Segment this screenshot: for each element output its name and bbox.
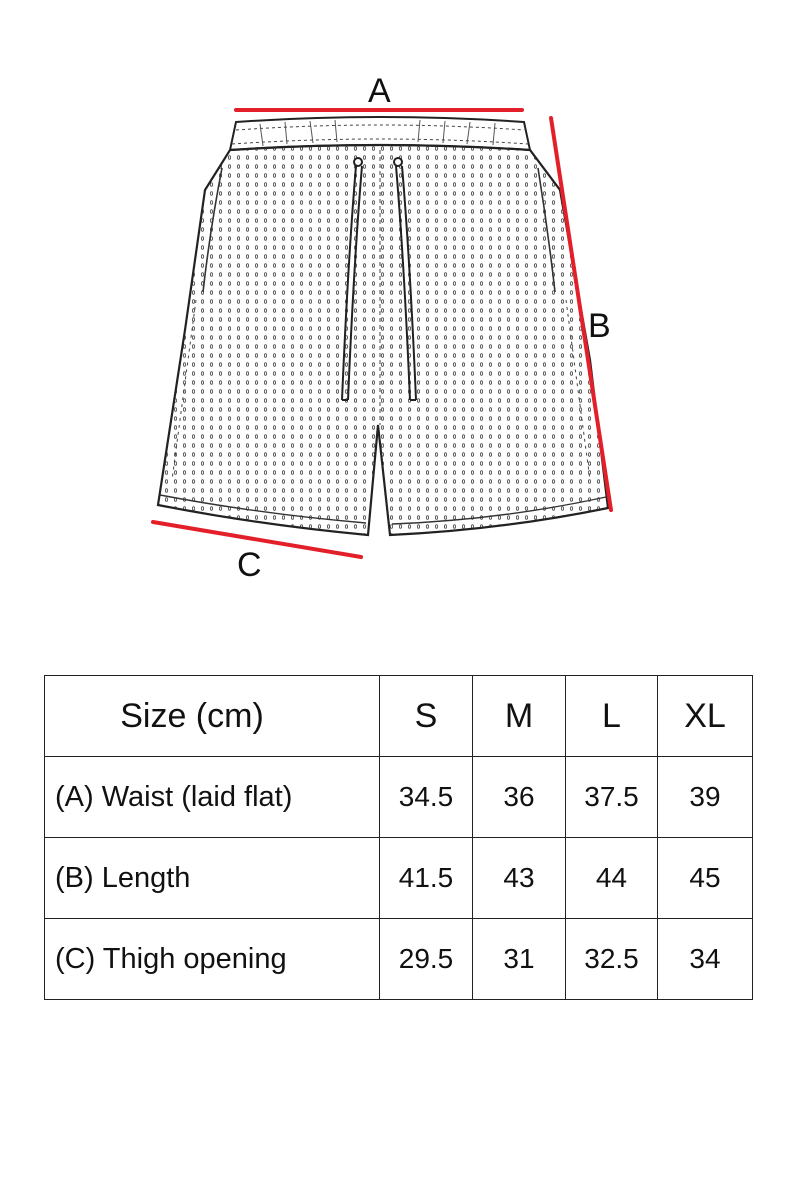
measure-label-a: A — [368, 72, 391, 110]
size-chart — [44, 675, 752, 1000]
table-row — [45, 757, 753, 838]
header-size-m: M — [473, 676, 566, 757]
row-label-waist: (A) Waist (laid flat) — [45, 757, 380, 838]
cell-value: 32.5 — [566, 919, 658, 1000]
measure-label-b: B — [588, 307, 611, 345]
header-size-s: S — [380, 676, 473, 757]
row-label-thigh-opening: (C) Thigh opening — [45, 919, 380, 1000]
shorts-body — [158, 145, 608, 535]
row-label-length: (B) Length — [45, 838, 380, 919]
header-size-unit: Size (cm) — [45, 676, 380, 757]
table-row — [45, 919, 753, 1000]
measure-label-c: C — [237, 546, 262, 584]
cell-value: 44 — [566, 838, 658, 919]
cell-value: 34 — [658, 919, 753, 1000]
header-size-xl: XL — [658, 676, 753, 757]
header-size-l: L — [566, 676, 658, 757]
cell-value: 41.5 — [380, 838, 473, 919]
cell-value: 29.5 — [380, 919, 473, 1000]
cell-value: 39 — [658, 757, 753, 838]
cell-value: 43 — [473, 838, 566, 919]
cell-value: 37.5 — [566, 757, 658, 838]
size-table — [44, 675, 753, 1000]
cell-value: 36 — [473, 757, 566, 838]
cell-value: 34.5 — [380, 757, 473, 838]
cell-value: 31 — [473, 919, 566, 1000]
cell-value: 45 — [658, 838, 753, 919]
table-row — [45, 838, 753, 919]
table-header-row — [45, 676, 753, 757]
